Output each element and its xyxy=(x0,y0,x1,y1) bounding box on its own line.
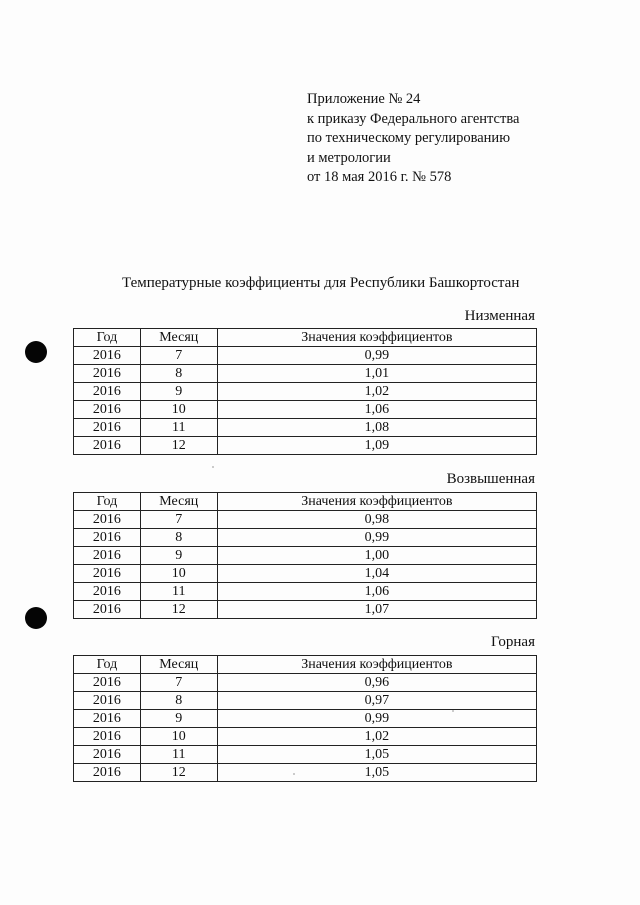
section-label-mountain: Горная xyxy=(491,634,535,650)
table-row xyxy=(74,419,537,437)
cell-month: 11 xyxy=(140,419,217,437)
cell-year: 2016 xyxy=(74,674,141,692)
cell-year: 2016 xyxy=(74,365,141,383)
cell-year: 2016 xyxy=(74,401,141,419)
cell-month: 8 xyxy=(140,692,217,710)
appendix-agency-line: по техническому регулированию xyxy=(307,130,511,146)
punch-hole xyxy=(25,607,47,629)
cell-value: 1,08 xyxy=(217,419,536,437)
cell-month: 10 xyxy=(140,565,217,583)
coefficient-table-lowland xyxy=(73,328,537,455)
table-row xyxy=(74,547,537,565)
table-row xyxy=(74,710,537,728)
cell-month: 10 xyxy=(140,401,217,419)
cell-month: 9 xyxy=(140,710,217,728)
table-row xyxy=(74,565,537,583)
table-header-row xyxy=(74,656,537,674)
column-header-year: Год xyxy=(74,656,141,674)
cell-value: 1,06 xyxy=(217,583,536,601)
cell-value: 0,96 xyxy=(217,674,536,692)
appendix-header xyxy=(307,90,519,188)
cell-month: 9 xyxy=(140,547,217,565)
cell-year: 2016 xyxy=(74,347,141,365)
section-label-lowland: Низменная xyxy=(464,308,535,324)
cell-value: 0,99 xyxy=(217,529,536,547)
table-row xyxy=(74,746,537,764)
cell-value: 0,98 xyxy=(217,511,536,529)
cell-value: 1,05 xyxy=(217,746,536,764)
appendix-date-line: от 18 мая 2016 г. № 578 xyxy=(307,169,452,185)
table-row xyxy=(74,601,537,619)
cell-month: 7 xyxy=(140,674,217,692)
cell-month: 9 xyxy=(140,383,217,401)
column-header-month: Месяц xyxy=(140,329,217,347)
document-title: Температурные коэффициенты для Республики Башкортостан xyxy=(122,275,520,291)
cell-month: 12 xyxy=(140,764,217,782)
cell-value: 1,04 xyxy=(217,565,536,583)
cell-month: 8 xyxy=(140,529,217,547)
cell-value: 1,05 xyxy=(217,764,536,782)
cell-month: 10 xyxy=(140,728,217,746)
column-header-month: Месяц xyxy=(140,656,217,674)
cell-value: 1,07 xyxy=(217,601,536,619)
cell-value: 1,01 xyxy=(217,365,536,383)
cell-value: 1,02 xyxy=(217,728,536,746)
cell-month: 7 xyxy=(140,511,217,529)
column-header-value: Значения коэффициентов xyxy=(217,329,536,347)
cell-month: 12 xyxy=(140,601,217,619)
table-row xyxy=(74,764,537,782)
cell-year: 2016 xyxy=(74,565,141,583)
appendix-number: Приложение № 24 xyxy=(307,91,421,107)
cell-value: 1,00 xyxy=(217,547,536,565)
appendix-metrology-line: и метрологии xyxy=(307,149,391,166)
table-row xyxy=(74,674,537,692)
table-row xyxy=(74,728,537,746)
column-header-value: Значения коэффициентов xyxy=(217,656,536,674)
coefficient-table-mountain xyxy=(73,655,537,782)
table-header-row xyxy=(74,329,537,347)
section-label-upland: Возвышенная xyxy=(446,471,535,487)
cell-month: 12 xyxy=(140,437,217,455)
cell-month: 11 xyxy=(140,583,217,601)
cell-value: 0,99 xyxy=(217,710,536,728)
cell-year: 2016 xyxy=(74,746,141,764)
cell-year: 2016 xyxy=(74,419,141,437)
scan-speck xyxy=(212,466,214,468)
appendix-order-line: к приказу Федерального агентства xyxy=(307,110,520,127)
cell-value: 0,97 xyxy=(217,692,536,710)
cell-value: 0,99 xyxy=(217,347,536,365)
cell-year: 2016 xyxy=(74,511,141,529)
cell-month: 11 xyxy=(140,746,217,764)
cell-year: 2016 xyxy=(74,529,141,547)
table-row xyxy=(74,401,537,419)
cell-value: 1,02 xyxy=(217,383,536,401)
cell-year: 2016 xyxy=(74,601,141,619)
column-header-year: Год xyxy=(74,329,141,347)
cell-year: 2016 xyxy=(74,547,141,565)
coefficient-table-upland xyxy=(73,492,537,619)
cell-year: 2016 xyxy=(74,710,141,728)
table-row xyxy=(74,692,537,710)
cell-year: 2016 xyxy=(74,764,141,782)
cell-year: 2016 xyxy=(74,728,141,746)
table-header-row xyxy=(74,493,537,511)
cell-year: 2016 xyxy=(74,692,141,710)
table-row xyxy=(74,347,537,365)
table-row xyxy=(74,365,537,383)
cell-value: 1,06 xyxy=(217,401,536,419)
cell-month: 8 xyxy=(140,365,217,383)
cell-month: 7 xyxy=(140,347,217,365)
column-header-year: Год xyxy=(74,493,141,511)
punch-hole xyxy=(25,341,47,363)
table-row xyxy=(74,511,537,529)
cell-year: 2016 xyxy=(74,583,141,601)
column-header-month: Месяц xyxy=(140,493,217,511)
table-row xyxy=(74,583,537,601)
table-row xyxy=(74,437,537,455)
cell-value: 1,09 xyxy=(217,437,536,455)
cell-year: 2016 xyxy=(74,383,141,401)
column-header-value: Значения коэффициентов xyxy=(217,493,536,511)
table-row xyxy=(74,529,537,547)
table-row xyxy=(74,383,537,401)
cell-year: 2016 xyxy=(74,437,141,455)
